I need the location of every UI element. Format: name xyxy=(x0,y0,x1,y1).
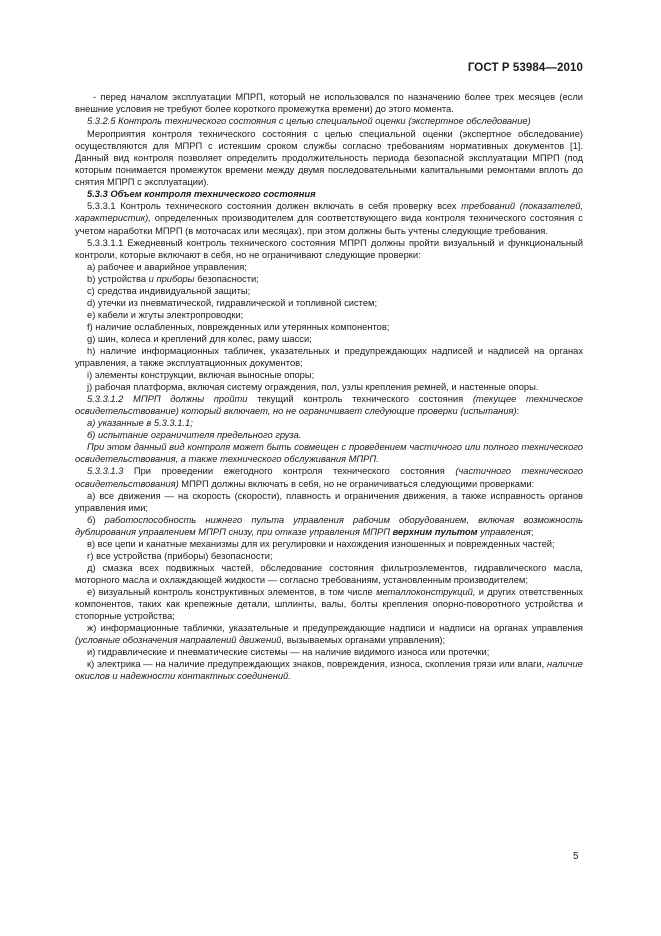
page-body xyxy=(75,91,583,682)
paragraph: 5.3.3.1.1 Ежедневный контроль технического состояния МПРП должны пройти визуальный и функциональный контроли, которые включают в себя, но не ограничивают следующие проверки: xyxy=(75,237,583,260)
text-run: безопасности; xyxy=(197,273,259,284)
italic-run: 5.3.3.1.3 xyxy=(87,466,124,477)
list-item: d) утечки из пневматической, гидравлической и топливной систем; xyxy=(87,297,378,308)
list-item xyxy=(75,622,583,646)
italic-run: наличие окислов и надежности контактных соединений. xyxy=(75,659,583,682)
list-item: е) кабели и жгуты электропроводки; xyxy=(87,309,244,320)
text-run: е) визуальный контроль конструктивных элементов, в том числе xyxy=(87,586,373,597)
text-run: определенных производителем для соответствующего вида контроля технического состояния с учетом наработки МПРП (в моточасах или месяцах), при этом должны быть учтены следующие требования. xyxy=(75,213,583,236)
text-run: b) устройства xyxy=(87,273,147,284)
list-item: g) шин, колеса и креплений для колес, раму шасси; xyxy=(87,333,312,344)
paragraph: При этом данный вид контроля может быть совмещен с проведением частичного или полного технического освидетельствования, а также технического обслуживания МПРП. xyxy=(75,442,583,465)
italic-run: 5.3.3.1.2 МПРП должны пройти xyxy=(87,394,248,405)
text-run: к) электрика — на наличие предупреждающих знаков, повреждения, износа, скопления грязи или влаги, xyxy=(87,659,545,670)
list-item xyxy=(75,514,583,538)
list-item: с) средства индивидуальной защиты; xyxy=(87,285,251,296)
list-item: г) все устройства (приборы) безопасности; xyxy=(87,550,273,561)
paragraph xyxy=(75,200,583,236)
document-code-header: ГОСТ Р 53984—2010 xyxy=(467,62,583,74)
list-item xyxy=(75,658,583,682)
text-run: ; xyxy=(530,526,534,537)
italic-run: и приборы xyxy=(148,273,195,284)
text-run: и других ответственных компонентов, таких как крепежные детали, шплинты, валы, болты крепления опорно-поворотного устройства и стопорные устройства; xyxy=(75,586,583,622)
italic-run: металлоконструкций, xyxy=(376,586,476,597)
list-item: б) испытание ограничителя предельного груза. xyxy=(87,430,302,441)
subsection-heading: 5.3.2.5 Контроль технического состояния с целью специальной оценки (экспертное обследование) xyxy=(87,116,531,127)
text-run: : xyxy=(516,406,520,417)
list-item: а) указанные в 5.3.3.1.1; xyxy=(87,418,193,429)
paragraph: - перед началом эксплуатации МПРП, который не использовался по назначению более трех месяцев (если внешние условия не требуют более короткого промежутка времени) до этого момента. xyxy=(75,92,583,115)
bold-italic-run: верхним пультом xyxy=(392,526,478,537)
list-item xyxy=(75,273,583,285)
italic-run: требований (показателей, характеристик), xyxy=(75,201,583,224)
page-number: 5 xyxy=(573,851,579,862)
italic-run: (частичного технического освидетельствования) xyxy=(75,466,583,489)
list-item: и) гидравлические и пневматические системы — на наличие видимого износа или протечки; xyxy=(87,647,490,658)
text-run: текущий контроль технического состояния xyxy=(257,394,464,405)
paragraph xyxy=(75,465,583,489)
text-run: МПРП должны включать в себя, но не ограничиваться следующими проверками: xyxy=(181,478,535,489)
text-run: б) xyxy=(87,514,96,525)
list-item: а) рабочее и аварийное управления; xyxy=(87,261,247,272)
paragraph: Мероприятия контроля технического состояния с целью специальной оценки (экспертное обследование) осуществляются для МПРП с истекшим сроком службы согласно требованиям нормативных документов [1]. Данный вид контроля позволяет определить продолжительность периода безопасной эксплуатации МПРП (под которым понимается промежуток времени между двумя последовательными капитальными ремонтами вплоть до снятия МПРП с эксплуатации). xyxy=(75,129,583,188)
text-run: вызываемых органами управления); xyxy=(286,635,446,646)
text-run: ж) информационные таблички, указательные и предупреждающие надписи и надписи на органах управления xyxy=(87,623,583,634)
list-item: h) наличие информационных табличек, указательных и предупреждающих надписей и надписей на органах управления, а также эксплуатационных документов; xyxy=(75,345,583,369)
italic-run: (текущее техническое освидетельствование) который включает, но не ограничивает следующие проверки (испытания) xyxy=(75,394,583,417)
italic-run: управления xyxy=(480,526,531,537)
list-item xyxy=(75,586,583,622)
italic-run: работоспособность нижнего пульта управления рабочим оборудованием, включая возможность дублирования управлением МПРП снизу, при отказе управления МПРП xyxy=(75,514,583,537)
italic-run: (условные обозначения направлений движений, xyxy=(75,635,285,646)
list-item: а) все движения — на скорость (скорости), плавность и ограничения движения, а также исправность органов управления ими; xyxy=(75,490,583,513)
list-item: f) наличие ослабленных, поврежденных или утерянных компонентов; xyxy=(87,321,390,332)
paragraph xyxy=(75,393,583,417)
text-run: 5.3.3.1 Контроль технического состояния должен включать в себя проверку всех xyxy=(87,201,457,212)
text-run: При проведении ежегодного контроля технического состояния xyxy=(133,466,445,477)
list-item: в) все цепи и канатные механизмы для их регулировки и нахождения изношенных и поврежденных частей; xyxy=(87,538,555,549)
list-item: i) элементы конструкции, включая выносные опоры; xyxy=(87,370,315,381)
section-heading: 5.3.3 Объем контроля технического состояния xyxy=(87,189,316,200)
list-item: j) рабочая платформа, включая систему ограждения, пол, узлы крепления ремней, и настенные опоры. xyxy=(87,382,539,393)
list-item: д) смазка всех подвижных частей, обследование состояния фильтроэлементов, гидравлического масла, моторного масла и охлаждающей жидкости — согласно требованиям, установленным производителем; xyxy=(75,562,583,585)
